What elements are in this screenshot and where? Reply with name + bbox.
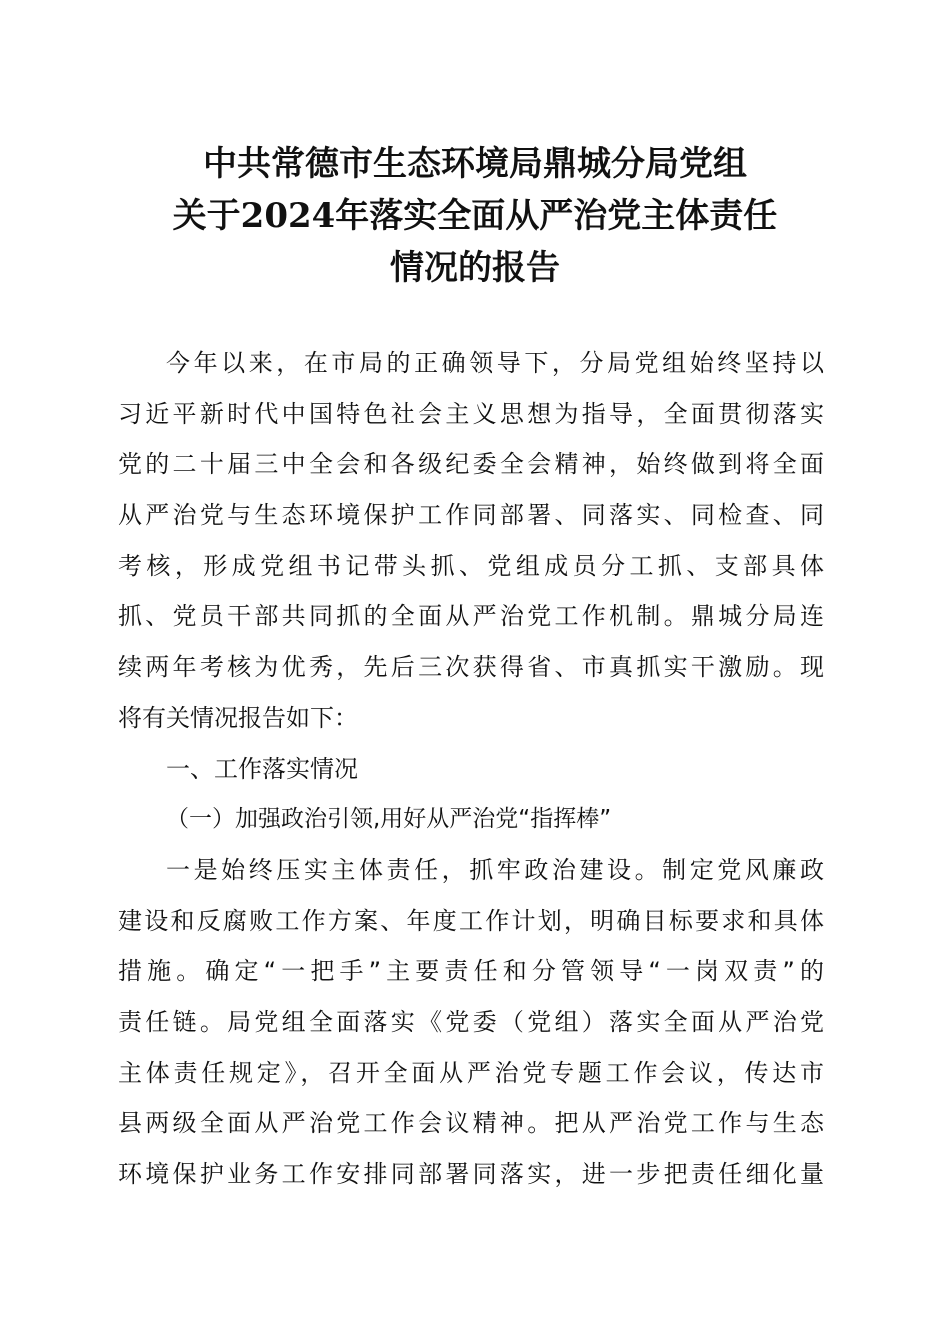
- paragraph-line: 措施。确定“一把手”主要责任和分管领导“一岗双责”的: [118, 957, 824, 986]
- body-paragraph: [118, 845, 824, 1200]
- paragraph-line: 抓、党员干部共同抓的全面从严治党工作机制。鼎城分局连: [118, 602, 824, 631]
- paragraph-line: 建设和反腐败工作方案、年度工作计划，明确目标要求和具体: [118, 906, 824, 935]
- paragraph-line: 一是始终压实主体责任，抓牢政治建设。制定党风廉政: [166, 855, 824, 884]
- subsection-heading: （一）加强政治引领,用好从严治党“指挥棒”: [166, 806, 612, 833]
- title-line: 情况的报告: [390, 248, 560, 288]
- paragraph-line: 党的二十届三中全会和各级纪委全会精神，始终做到将全面: [118, 450, 824, 479]
- paragraph-line: 习近平新时代中国特色社会主义思想为指导，全面贯彻落实: [118, 399, 824, 428]
- section-heading: 一、工作落实情况: [166, 754, 358, 783]
- paragraph-line: 将有关情况报告如下：: [118, 703, 358, 732]
- paragraph-line: 主体责任规定》，召开全面从严治党专题工作会议，传达市: [118, 1058, 824, 1087]
- intro-paragraph: [118, 338, 824, 744]
- paragraph-line: 续两年考核为优秀，先后三次获得省、市真抓实干激励。现: [118, 653, 824, 682]
- title-line: 关于2024年落实全面从严治党主体责任: [172, 196, 778, 236]
- paragraph-line: 环境保护业务工作安排同部署同落实，进一步把责任细化量: [118, 1160, 824, 1188]
- title-line: 中共常德市生态环境局鼎城分局党组: [203, 144, 747, 184]
- paragraph-line: 责任链。局党组全面落实《党委（党组）落实全面从严治党: [118, 1007, 824, 1036]
- paragraph-line: 县两级全面从严治党工作会议精神。把从严治党工作与生态: [118, 1109, 824, 1138]
- paragraph-line: 从严治党与生态环境保护工作同部署、同落实、同检查、同: [118, 501, 824, 530]
- paragraph-line: 今年以来，在市局的正确领导下，分局党组始终坚持以: [166, 349, 824, 377]
- document-body: [118, 338, 824, 1200]
- paragraph-line: 考核，形成党组书记带头抓、党组成员分工抓、支部具体: [118, 551, 824, 580]
- document-title: [0, 138, 950, 294]
